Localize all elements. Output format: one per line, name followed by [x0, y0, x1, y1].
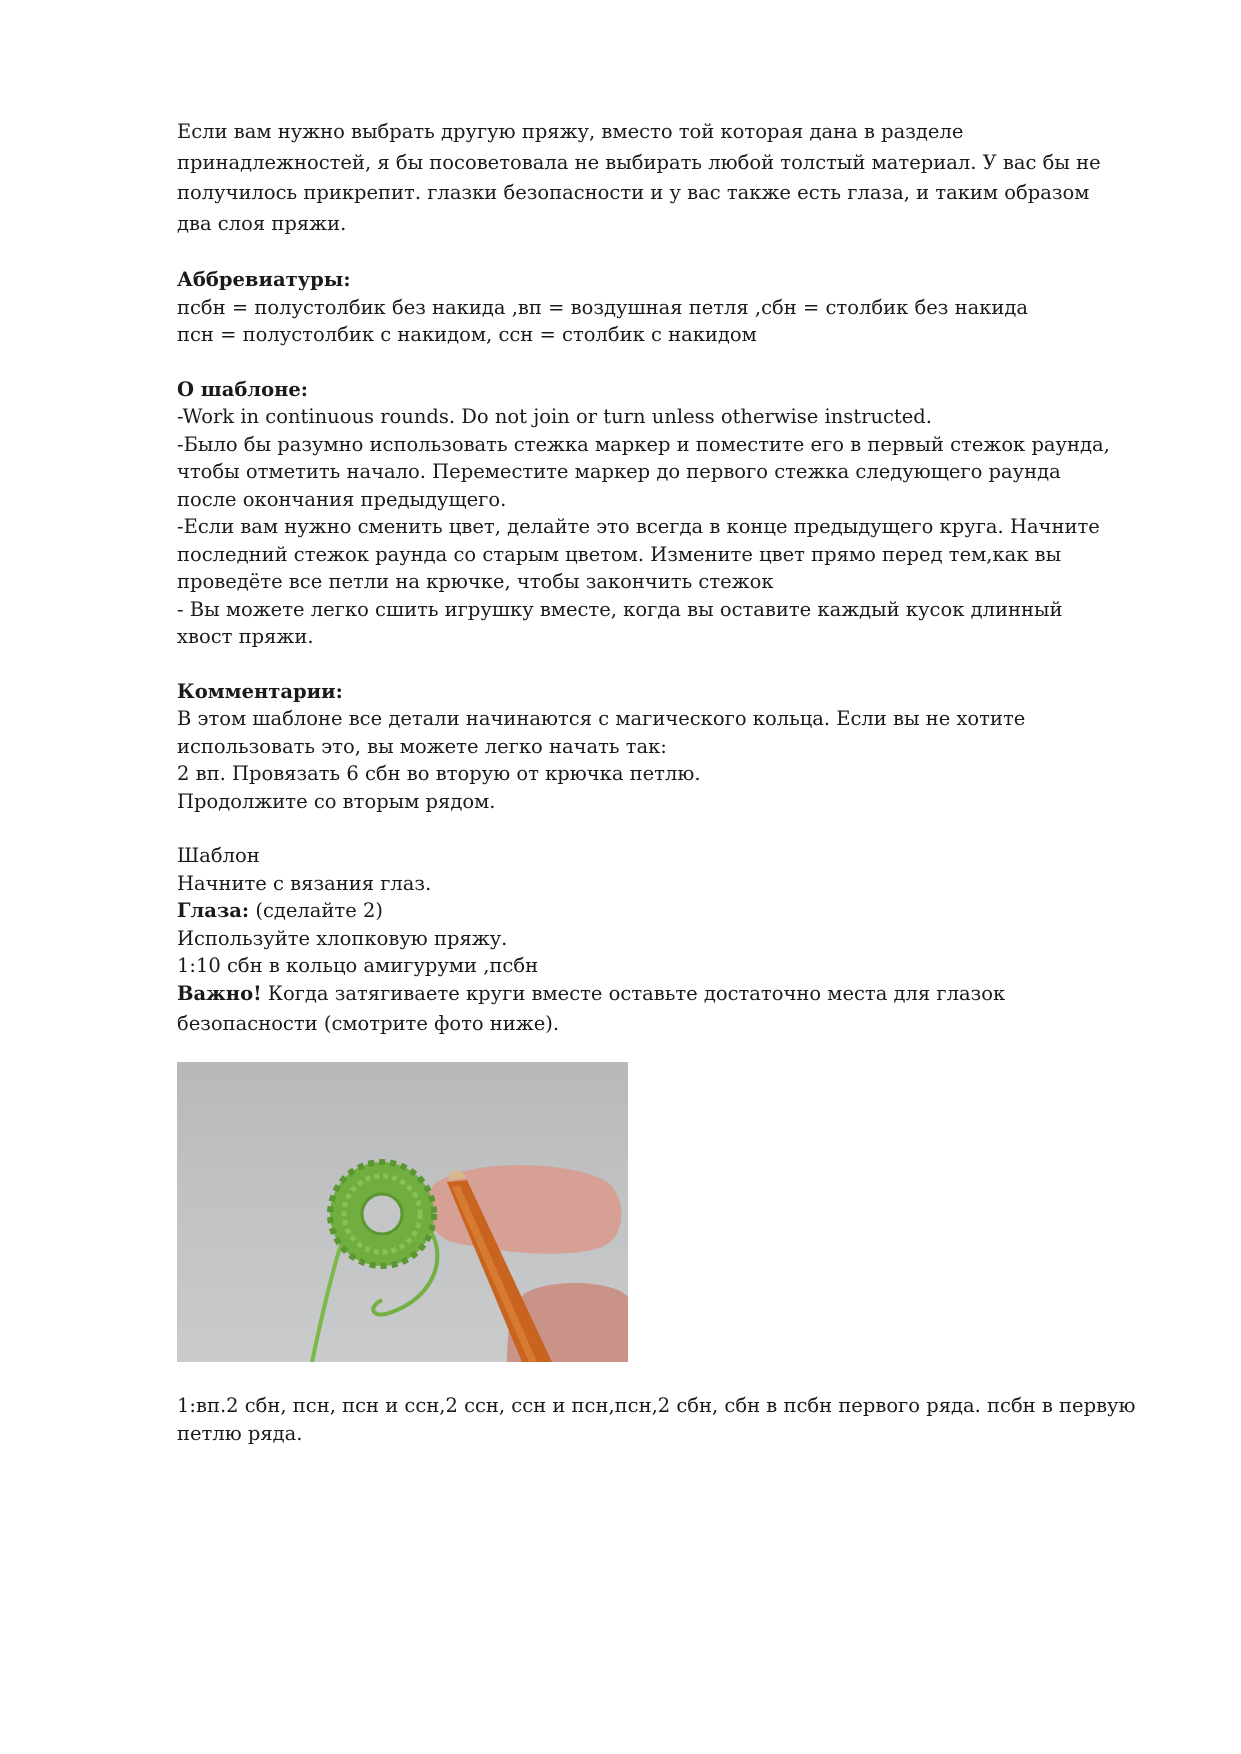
round1-instructions-line: 1:вп.2 сбн, псн, псн и ссн,2 ссн, ссн и псн,псн,2 сбн, сбн в псбн первого ряда. псбн в первую: [177, 1394, 1136, 1417]
important-line: [177, 980, 1137, 1008]
pattern-start: Начните с вязания глаз.: [177, 871, 432, 895]
abbreviations-section: [177, 266, 1137, 349]
document-content: [177, 117, 1137, 1447]
yarn-line: Используйте хлопковую пряжу.: [177, 926, 508, 950]
comments-heading: Комментарии:: [177, 679, 343, 703]
intro-line: Если вам нужно выбрать другую пряжу, вместо той которая дана в разделе: [177, 120, 964, 143]
about-section: [177, 376, 1137, 651]
pattern-section: [177, 842, 1137, 1040]
about-heading: О шаблоне:: [177, 377, 309, 401]
intro-line: принадлежностей, я бы посоветовала не выбирать любой толстый материал. У вас бы не: [177, 150, 1101, 174]
intro-line: два слоя пряжи.: [177, 211, 347, 235]
about-line: чтобы отметить начало. Переместите маркер до первого стежка следующего раунда: [177, 460, 1061, 483]
abbreviations-line: псбн = полустолбик без накида ,вп = воздушная петля ,сбн = столбик без накида: [177, 295, 1029, 319]
intro-line: получилось прикрепит. глазки безопасности и у вас также есть глаза, и таким образом: [177, 181, 1090, 204]
comments-line: 2 вп. Провязать 6 сбн во вторую от крючка петлю.: [177, 762, 701, 785]
pattern-title: Шаблон: [177, 844, 260, 867]
comments-line: Продолжите со вторым рядом.: [177, 789, 496, 813]
round1-instructions-line: петлю ряда.: [177, 1421, 303, 1445]
eyes-label: Глаза:: [177, 899, 250, 922]
about-line: -Было бы разумно использовать стежка маркер и поместите его в первый стежок раунда,: [177, 432, 1110, 456]
about-line: после окончания предыдущего.: [177, 487, 507, 511]
abbreviations-heading: Аббревиатуры:: [177, 268, 351, 291]
about-line: -Если вам нужно сменить цвет, делайте это всегда в конце предыдущего круга. Начните: [177, 515, 1100, 538]
comments-line: В этом шаблоне все детали начинаются с магического кольца. Если вы не хотите: [177, 707, 1026, 730]
eyes-line: [177, 897, 1137, 925]
photo-illustration-icon: [177, 1062, 628, 1362]
round1-line: 1:10 сбн в кольцо амигуруми ,псбн: [177, 954, 539, 977]
important-text: Когда затягиваете круги вместе оставьте достаточно места для глазок: [261, 981, 1006, 1005]
about-line: -Work in continuous rounds. Do not join or turn unless otherwise instructed.: [177, 405, 932, 428]
round1-instructions: [177, 1392, 1137, 1447]
important-label: Важно!: [177, 981, 262, 1005]
comments-section: [177, 678, 1137, 816]
abbreviations-line: псн = полустолбик с накидом, ссн = столбик с накидом: [177, 323, 757, 346]
about-line: - Вы можете легко сшить игрушку вместе, когда вы оставите каждый кусок длинный: [177, 597, 1063, 621]
crochet-ring-photo: [177, 1062, 628, 1362]
about-line: проведёте все петли на крючке, чтобы закончить стежок: [177, 570, 774, 593]
important-line-2: безопасности (смотрите фото ниже).: [177, 1012, 560, 1035]
about-line: последний стежок раунда со старым цветом. Измените цвет прямо перед тем,как вы: [177, 542, 1062, 566]
intro-paragraph: [177, 117, 1137, 239]
eyes-note: (сделайте 2): [249, 899, 383, 922]
about-line: хвост пряжи.: [177, 625, 314, 648]
comments-line: использовать это, вы можете легко начать так:: [177, 734, 667, 758]
